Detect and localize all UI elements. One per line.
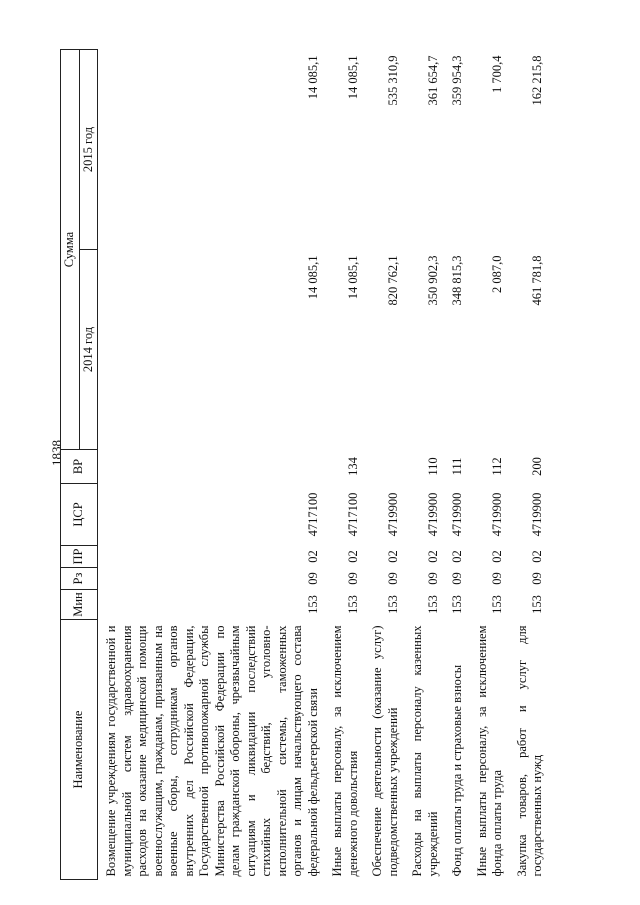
table-row xyxy=(367,50,407,880)
cell-vr: 134 xyxy=(345,457,360,476)
cell-pr: 02 xyxy=(490,550,504,563)
cell-pr: 02 xyxy=(345,550,360,563)
cell-pr: 02 xyxy=(305,550,320,563)
cell-amount-2015: 162 215,8 xyxy=(530,55,544,106)
header-rz: Рз xyxy=(61,568,98,590)
page-number: 1838 xyxy=(49,440,64,466)
cell-vr: 112 xyxy=(490,457,504,476)
cell-rz: 09 xyxy=(305,572,320,585)
cell-name: Иные выплаты персоналу, за исключением фонда оплаты труда xyxy=(474,625,504,877)
cell-rz: 09 xyxy=(450,572,464,585)
table-row xyxy=(98,50,328,880)
header-sum: Сумма xyxy=(61,50,80,450)
cell-vr xyxy=(367,450,407,484)
cell-name: Фонд оплаты труда и страховые взносы xyxy=(450,664,464,877)
cell-min: 153 xyxy=(450,595,464,614)
cell-vr: 111 xyxy=(450,457,464,476)
cell-vr: 110 xyxy=(425,457,440,476)
cell-csr: 4717100 xyxy=(305,492,320,537)
cell-name: Возмещение учреждениям государственной и муниципальной систем здравоохранения расходов на оказание медицинской помощи военнослужащим, гражданам, призванным на военные сборы, сотрудникам органов внутренних дел Российской Федерации, Государственной противопожарной службы Министерства Российской Федерации по делам гражданской обороны, чрезвычайным ситуациям и ликвидации последствий стихийных бедствий, уголовно-исполнительной системы, таможенных органов и лицам начальствующего состава федеральной фельдъегерской связи xyxy=(104,625,320,877)
table-row xyxy=(447,50,472,880)
table-row xyxy=(512,50,552,880)
cell-csr: 4719900 xyxy=(490,492,504,537)
header-csr: ЦСР xyxy=(61,484,98,546)
cell-rz: 09 xyxy=(385,572,400,585)
cell-rz: 09 xyxy=(345,572,360,585)
header-min: Мин xyxy=(61,590,98,620)
cell-amount-2015: 1 700,4 xyxy=(490,55,504,93)
cell-name: Иные выплаты персоналу, за исключением денежного довольствия xyxy=(330,625,360,877)
table-row xyxy=(407,50,447,880)
cell-min: 153 xyxy=(530,595,544,614)
cell-csr: 4719900 xyxy=(425,492,440,537)
cell-amount-2014: 348 815,3 xyxy=(450,255,464,306)
table-header xyxy=(61,50,98,880)
table-row xyxy=(472,50,512,880)
cell-csr: 4719900 xyxy=(450,492,464,537)
cell-min: 153 xyxy=(305,595,320,614)
cell-min: 153 xyxy=(345,595,360,614)
header-vr: ВР xyxy=(61,450,98,484)
cell-pr: 02 xyxy=(450,550,464,563)
cell-min: 153 xyxy=(490,595,504,614)
budget-document xyxy=(60,30,590,880)
cell-name: Закупка товаров, работ и услуг для государственных нужд xyxy=(514,625,544,877)
budget-table xyxy=(60,49,552,880)
cell-pr: 02 xyxy=(385,550,400,563)
cell-rz: 09 xyxy=(425,572,440,585)
cell-csr: 4719900 xyxy=(385,492,400,537)
header-name: Наименование xyxy=(61,620,98,880)
cell-amount-2014: 2 087,0 xyxy=(490,255,504,293)
cell-amount-2015: 14 085,1 xyxy=(345,55,360,100)
cell-pr: 02 xyxy=(425,550,440,563)
cell-name: Обеспечение деятельности (оказание услуг) подведомственных учреждений xyxy=(370,625,400,877)
cell-amount-2014: 350 902,3 xyxy=(425,255,440,306)
cell-amount-2014: 461 781,8 xyxy=(530,255,544,306)
header-pr: ПР xyxy=(61,546,98,568)
cell-amount-2015: 361 654,7 xyxy=(425,55,440,106)
cell-amount-2015: 14 085,1 xyxy=(305,55,320,100)
cell-rz: 09 xyxy=(530,572,544,585)
cell-vr xyxy=(98,450,328,484)
header-year-2014: 2014 год xyxy=(79,250,98,450)
cell-name: Расходы на выплаты персоналу казенных учреждений xyxy=(410,625,440,877)
cell-pr: 02 xyxy=(530,550,544,563)
table-row xyxy=(327,50,367,880)
cell-csr: 4717100 xyxy=(345,492,360,537)
cell-rz: 09 xyxy=(490,572,504,585)
header-year-2015: 2015 год xyxy=(79,50,98,250)
cell-amount-2014: 14 085,1 xyxy=(345,255,360,300)
cell-min: 153 xyxy=(385,595,400,614)
cell-amount-2015: 359 954,3 xyxy=(450,55,464,106)
cell-amount-2014: 14 085,1 xyxy=(305,255,320,300)
cell-amount-2014: 820 762,1 xyxy=(385,255,400,306)
table-body xyxy=(98,50,552,880)
cell-vr: 200 xyxy=(530,457,544,476)
cell-amount-2015: 535 310,9 xyxy=(385,55,400,106)
cell-min: 153 xyxy=(425,595,440,614)
cell-csr: 4719900 xyxy=(530,492,544,537)
